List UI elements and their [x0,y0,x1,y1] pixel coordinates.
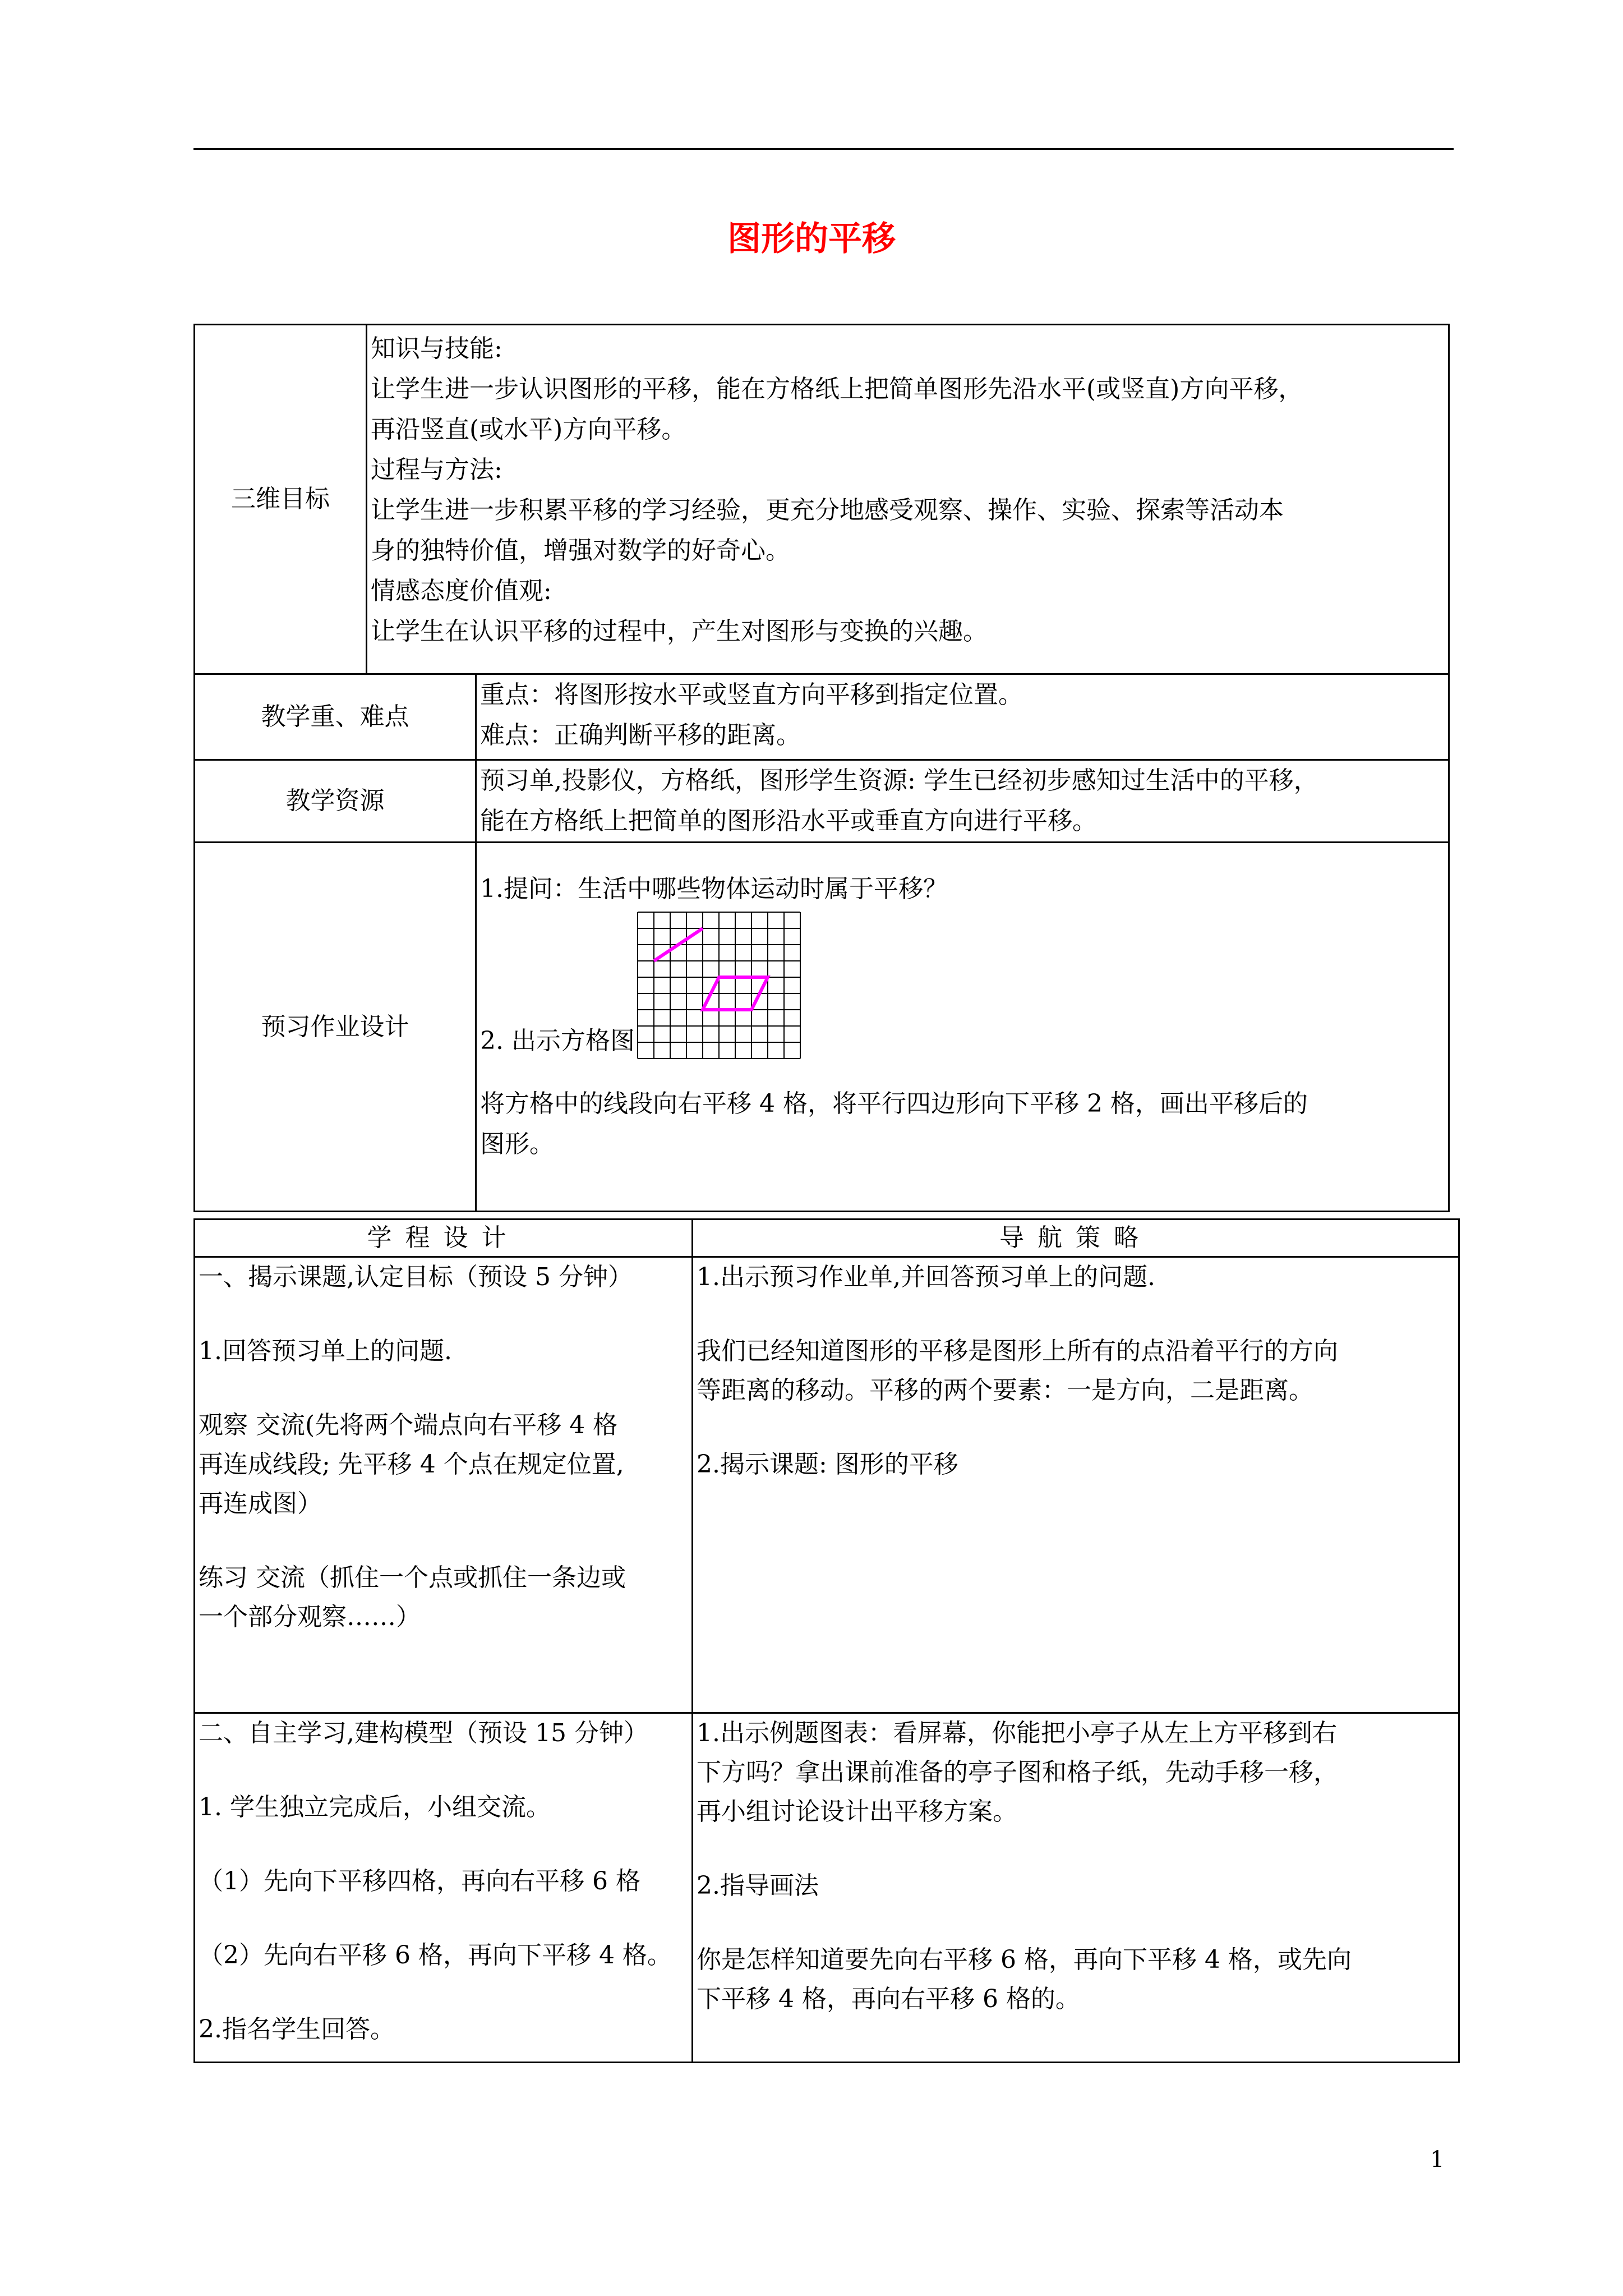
section2-strategy: 1.出示例题图表：看屏幕，你能把小亭子从左上方平移到右 [697,1719,1337,1747]
preview-content [476,843,1449,1212]
section1-left [195,1257,693,1713]
section2-strategy: 你是怎样知道要先向右平移 6 格，再向下平移 4 格，或先向 [697,1945,1352,1974]
section1-text: 一个部分观察……） [199,1603,421,1631]
design-header-row [195,1220,1459,1257]
objectives-table [193,324,1450,1212]
resources-content [476,760,1449,843]
key-points-content [476,674,1449,760]
section1-strategy: 等距离的移动。平移的两个要素：一是方向，二是距离。 [697,1376,1313,1405]
section2-text: 1. 学生独立完成后，小组交流。 [199,1793,551,1821]
goals-line: 让学生在认识平移的过程中，产生对图形与变换的兴趣。 [371,617,988,646]
goals-line: 过程与方法: [371,455,502,484]
goals-line: 情感态度价值观: [371,577,552,605]
section2-strategy: 2.指导画法 [697,1871,819,1900]
goals-line: 让学生进一步积累平移的学习经验，更充分地感受观察、操作、实验、探索等活动本 [371,496,1284,524]
section1-right [693,1257,1459,1713]
page-title: 图形的平移 [727,219,896,259]
section1-text: 1.回答预习单上的问题. [199,1337,452,1365]
header-navigation-strategy: 导航策略 [693,1220,1459,1257]
key-points-label: 教学重、难点 [195,674,476,760]
preview-task-line: 将方格中的线段向右平移 4 格，将平行四边形向下平移 2 格，画出平移后的 [480,1089,1308,1118]
section2-right [693,1713,1459,2063]
goals-line: 知识与技能: [371,334,502,363]
key-points-row [195,674,1449,760]
goals-line: 身的独特价值，增强对数学的好奇心。 [371,536,790,565]
lesson-design-table [193,1218,1460,2063]
section1-text: 练习 交流（抓住一个点或抓住一条边或 [199,1563,626,1592]
goals-line: 再沿竖直(或水平)方向平移。 [371,415,686,444]
preview-question-2: 2. 出示方格图 [480,1027,635,1055]
preview-row [195,843,1449,1212]
page-number: 1 [1430,2147,1445,2173]
section1-text: 再连成线段; 先平移 4 个点在规定位置, [199,1450,624,1479]
key-point-line: 重点：将图形按水平或竖直方向平移到指定位置。 [480,680,1023,709]
section1-row [195,1257,1459,1713]
section2-strategy: 下平移 4 格，再向右平移 6 格的。 [697,1985,1080,2013]
section2-text: （1）先向下平移四格，再向右平移 6 格 [199,1867,640,1895]
grid-figure-block [480,909,1445,1061]
grid-figure [635,909,803,1061]
goals-label: 三维目标 [195,325,367,674]
section1-strategy: 我们已经知道图形的平移是图形上所有的点沿着平行的方向 [697,1337,1338,1365]
header-learning-design: 学程设计 [195,1220,693,1257]
section2-text: （2）先向右平移 6 格，再向下平移 4 格。 [199,1941,672,1970]
resources-line: 能在方格纸上把简单的图形沿水平或垂直方向进行平移。 [480,807,1097,835]
difficulty-line: 难点：正确判断平移的距离。 [480,721,801,749]
resources-line: 预习单,投影仪，方格纸，图形学生资源: 学生已经初步感知过生活中的平移， [480,766,1318,795]
section2-left [195,1713,693,2063]
section1-text: 观察 交流(先将两个端点向右平移 4 格 [199,1411,618,1439]
section1-strategy: 2.揭示课题: 图形的平移 [697,1450,958,1479]
resources-label: 教学资源 [195,760,476,843]
section1-strategy: 1.出示预习作业单,并回答预习单上的问题. [697,1263,1155,1291]
section2-strategy: 再小组讨论设计出平移方案。 [697,1797,1017,1826]
resources-row [195,760,1449,843]
header-rule [193,148,1454,150]
preview-task-line: 图形。 [480,1130,554,1158]
goals-row [195,325,1449,674]
preview-label: 预习作业设计 [195,843,476,1212]
section2-strategy: 下方吗？拿出课前准备的亭子图和格子纸，先动手移一移， [697,1758,1338,1787]
goals-content [367,325,1449,674]
preview-question-1: 1.提问：生活中哪些物体运动时属于平移？ [480,875,948,903]
section1-text: 一、揭示课题,认定目标（预设 5 分钟） [199,1263,633,1291]
section1-text: 再连成图） [199,1489,322,1518]
section2-text: 2.指名学生回答。 [199,2015,395,2044]
section2-row [195,1713,1459,2063]
section2-text: 二、自主学习,建构模型（预设 15 分钟） [199,1719,648,1747]
goals-line: 让学生进一步认识图形的平移，能在方格纸上把简单图形先沿水平(或竖直)方向平移， [371,375,1303,403]
